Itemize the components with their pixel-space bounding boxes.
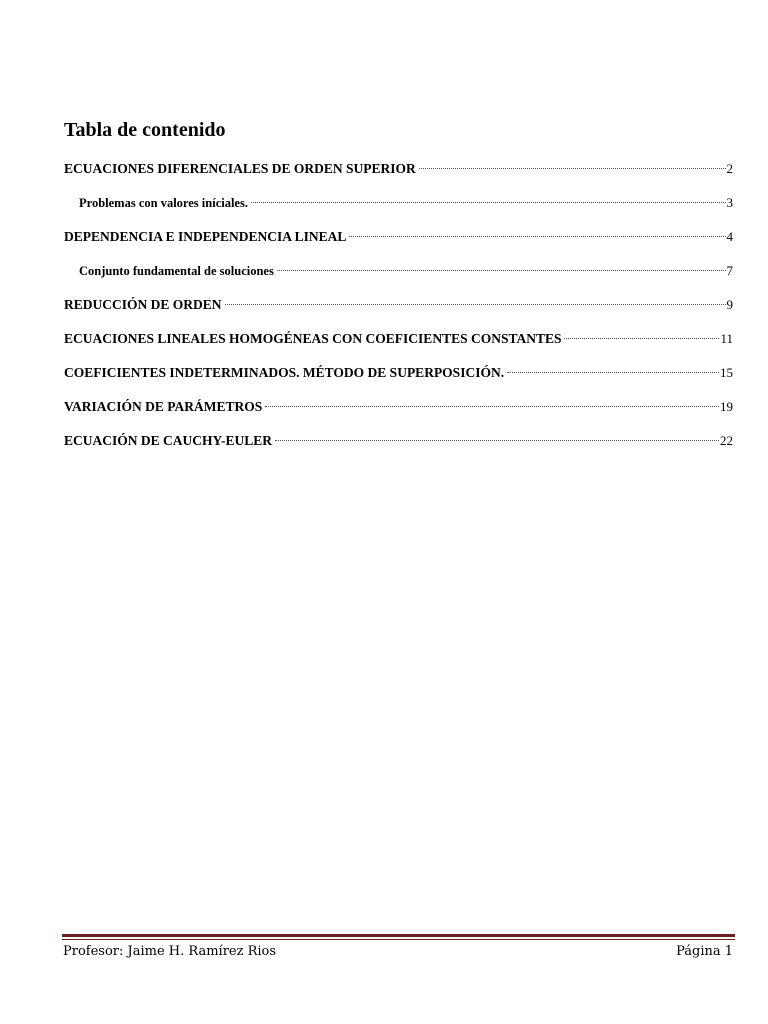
toc-entry-page: 2 [726, 161, 733, 176]
toc-entry[interactable] [64, 428, 733, 462]
toc-entry[interactable] [64, 292, 733, 326]
toc-entry-page: 11 [720, 331, 733, 346]
footer-rule-thick [62, 934, 735, 937]
toc-entry[interactable] [64, 326, 733, 360]
toc-entry-label: ECUACIÓN DE CAUCHY-EULER [64, 433, 273, 448]
toc-entry-label: DEPENDENCIA E INDEPENDENCIA LINEAL [64, 229, 347, 244]
toc-entry[interactable] [64, 190, 733, 224]
toc-dot-leader [564, 338, 719, 339]
toc-dot-leader [277, 270, 726, 271]
toc-entry-label: VARIACIÓN DE PARÁMETROS [64, 399, 263, 414]
toc-entry-label: Problemas con valores iníciales. [79, 196, 248, 210]
footer-author: Profesor: Jaime H. Ramírez Rios [63, 944, 277, 959]
toc-dot-leader [349, 236, 725, 237]
toc-dot-leader [265, 406, 719, 407]
toc-entry-page: 9 [726, 297, 733, 312]
toc-entry-label: COEFICIENTES INDETERMINADOS. MÉTODO DE SUPERPOSICIÓN. [64, 365, 505, 380]
toc-entry-label: Conjunto fundamental de soluciones [79, 264, 274, 278]
footer-page-number: Página 1 [676, 944, 733, 959]
toc-entry-page: 19 [720, 399, 733, 414]
toc-dot-leader [225, 304, 726, 305]
toc-entry[interactable] [64, 156, 733, 190]
toc-entry[interactable] [64, 360, 733, 394]
toc-entry-page: 15 [720, 365, 733, 380]
toc-entry-page: 7 [726, 263, 733, 278]
toc-dot-leader [419, 168, 726, 169]
toc-entry-page: 22 [720, 433, 733, 448]
toc-entry-label: ECUACIONES DIFERENCIALES DE ORDEN SUPERIOR [64, 161, 416, 176]
footer-rule-thin [62, 939, 735, 940]
toc-entry[interactable] [64, 258, 733, 292]
toc-entry-page: 4 [726, 229, 733, 244]
toc-entry-label: ECUACIONES LINEALES HOMOGÉNEAS CON COEFICIENTES CONSTANTES [64, 331, 562, 346]
toc-dot-leader [507, 372, 719, 373]
toc-entry[interactable] [64, 224, 733, 258]
toc-entry[interactable] [64, 394, 733, 428]
toc-entry-label: REDUCCIÓN DE ORDEN [64, 297, 222, 312]
toc-title: Tabla de contenido [64, 119, 226, 141]
toc-dot-leader [251, 202, 726, 203]
toc-dot-leader [275, 440, 719, 441]
toc-list [64, 156, 733, 462]
toc-entry-page: 3 [726, 195, 733, 210]
